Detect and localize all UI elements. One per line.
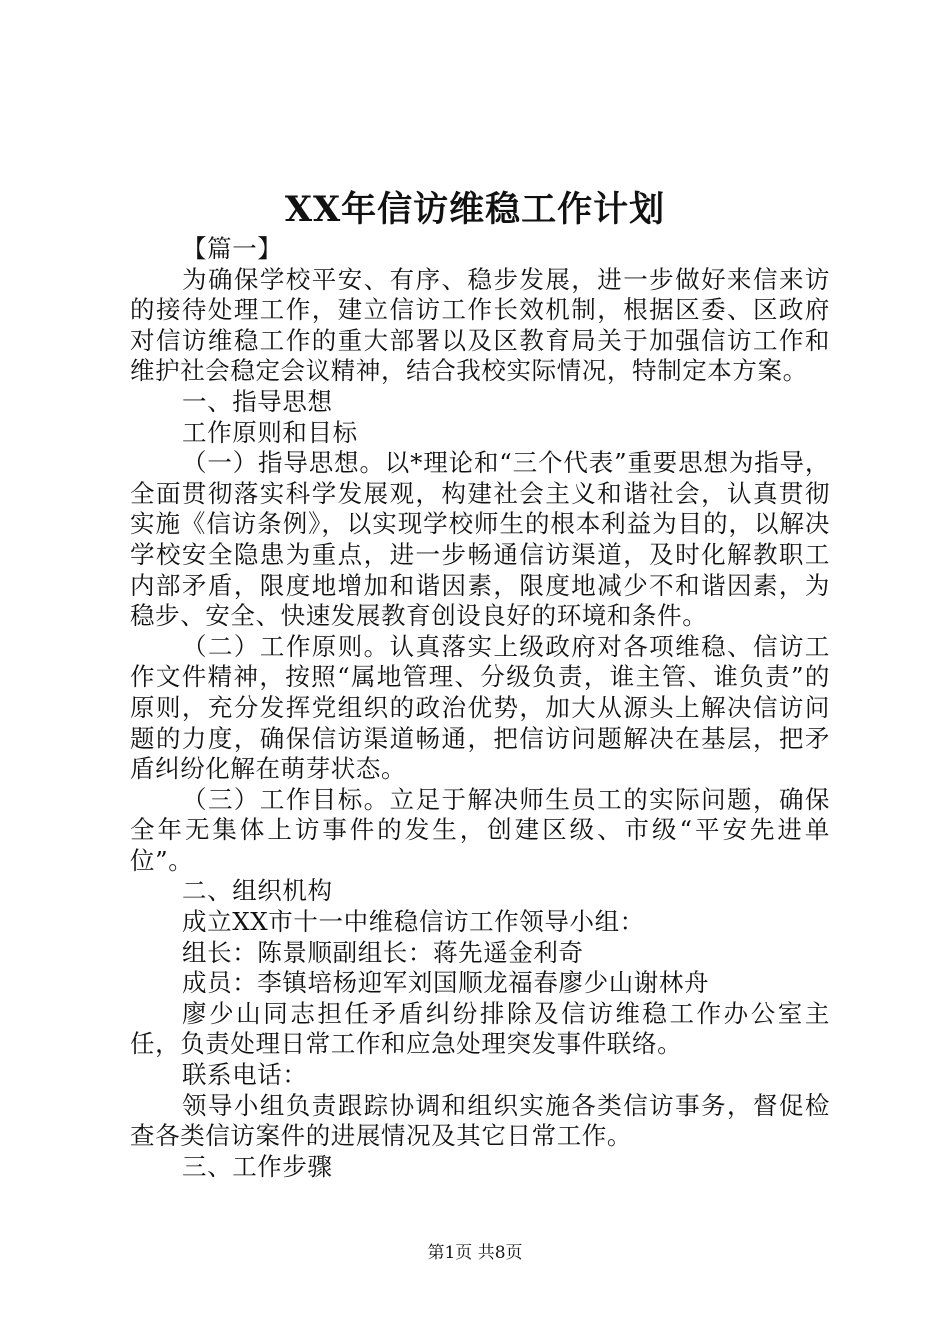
page-footer: 第1页 共8页 bbox=[427, 1243, 523, 1263]
heading-work-steps: 三、工作步骤 bbox=[182, 1151, 333, 1181]
paragraph-leaders: 组长：陈景顺副组长：蒋先遥金利奇 bbox=[182, 937, 584, 967]
paragraph-office-director: 廖少山同志担任矛盾纠纷排除及信访维稳工作办公室主任，负责处理日常工作和应急处理突发事件联络。 bbox=[130, 998, 830, 1059]
heading-organization: 二、组织机构 bbox=[182, 876, 333, 906]
paragraph-intro: 为确保学校平安、有序、稳步发展，进一步做好来信来访的接待处理工作，建立信访工作长效机制，根据区委、区政府对信访维稳工作的重大部署以及区教育局关于加强信访工作和维护社会稳定会议精神，结合我校实际情况，特制定本方案。 bbox=[130, 264, 830, 386]
paragraph-work-goals: （三）工作目标。立足于解决师生员工的实际问题，确保全年无集体上访事件的发生，创建区级、市级“平安先进单位”。 bbox=[130, 784, 830, 875]
paragraph-establish-group: 成立XX市十一中维稳信访工作领导小组： bbox=[182, 907, 645, 937]
document-body bbox=[130, 234, 830, 1182]
paragraph-guiding-ideology: （一）指导思想。以*理论和“三个代表”重要思想为指导，全面贯彻落实科学发展观，构建社会主义和谐社会，认真贯彻实施《信访条例》，以实现学校师生的根本利益为目的，以解决学校安全隐患为重点，进一步畅通信访渠道，及时化解教职工内部矛盾，限度地增加和谐因素，限度地减少不和谐因素，为稳步、安全、快速发展教育创设良好的环境和条件。 bbox=[130, 448, 830, 631]
paragraph-group-duties: 领导小组负责跟踪协调和组织实施各类信访事务，督促检查各类信访案件的进展情况及其它日常工作。 bbox=[130, 1090, 830, 1151]
heading-guiding-ideology: 一、指导思想 bbox=[182, 386, 333, 416]
paragraph-work-principles: （二）工作原则。认真落实上级政府对各项维稳、信访工作文件精神，按照“属地管理、分级负责，谁主管、谁负责”的原则，充分发挥党组织的政治优势，加大从源头上解决信访问题的力度，确保信访渠道畅通，把信访问题解决在基层，把矛盾纠纷化解在萌芽状态。 bbox=[130, 631, 830, 784]
subheading-principles-goals: 工作原则和目标 bbox=[182, 417, 358, 447]
document-title: XX年信访维稳工作计划 bbox=[284, 189, 666, 230]
section-marker: 【篇一】 bbox=[182, 234, 283, 263]
paragraph-members: 成员：李镇培杨迎军刘国顺龙福春廖少山谢林舟 bbox=[182, 968, 710, 998]
paragraph-contact-phone: 联系电话： bbox=[182, 1060, 308, 1090]
